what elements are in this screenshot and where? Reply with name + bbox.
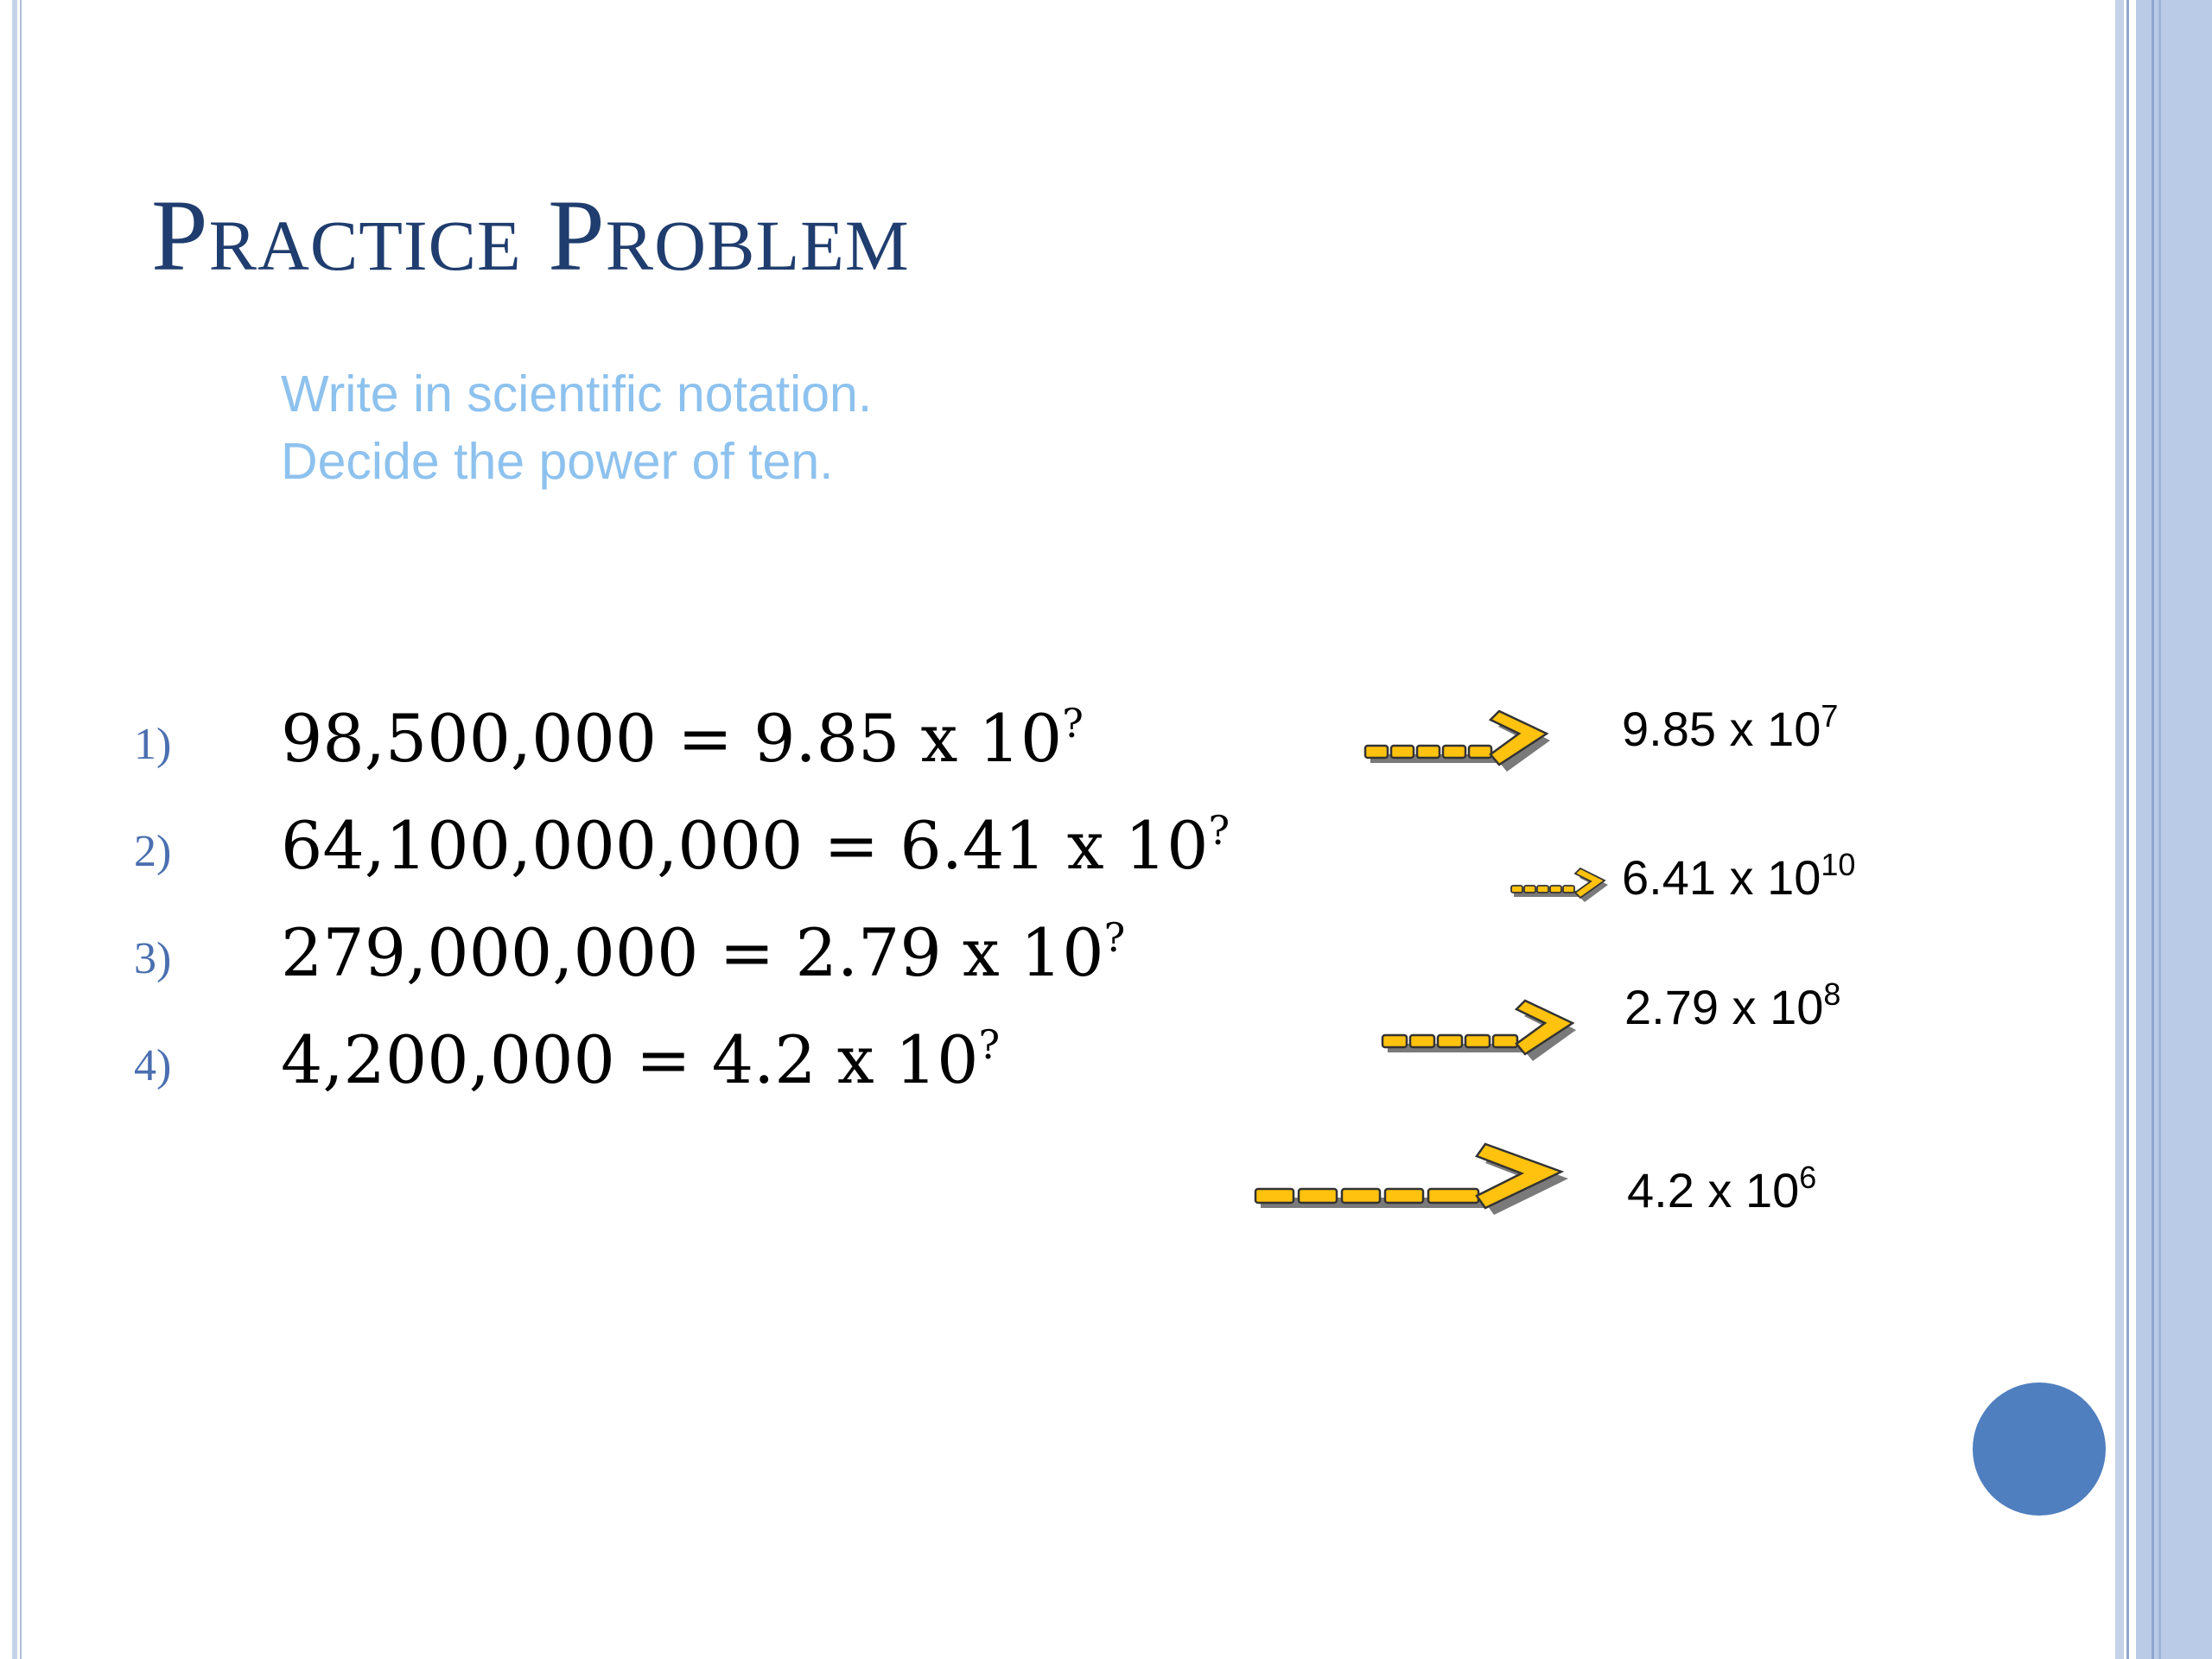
problem-number: 4) — [134, 1041, 172, 1090]
answer-text — [1627, 1160, 1816, 1218]
frame-right-line-inner-2 — [2158, 0, 2161, 1659]
problem-expression: 279,000,000 = 2.79 x 10 — [281, 914, 1104, 991]
answer-base: 6.41 x 10 — [1622, 850, 1821, 905]
circle-nav-icon[interactable] — [1973, 1382, 2106, 1516]
problem-item — [134, 914, 1344, 1001]
answer-exponent: 7 — [1821, 698, 1839, 734]
problem-equation — [281, 807, 1230, 884]
striped-arrow-icon — [1508, 860, 1611, 912]
problem-expression: 64,100,000,000 = 6.41 x 10 — [281, 807, 1209, 884]
instruction-line-2: Decide the power of ten. — [281, 433, 834, 490]
frame-left-line — [20, 0, 22, 1659]
striped-arrow-icon — [1374, 985, 1599, 1080]
problem-expression: 4,200,000 = 4.2 x 10 — [281, 1021, 979, 1098]
problem-equation — [281, 1021, 1000, 1098]
answer-base: 4.2 x 10 — [1627, 1163, 1800, 1217]
problem-equation — [281, 700, 1084, 777]
frame-right-line — [2126, 0, 2129, 1659]
problem-number: 3) — [134, 934, 172, 983]
frame-right-line-inner — [2152, 0, 2154, 1659]
answer-text — [1624, 976, 1840, 1035]
striped-arrow-icon — [1249, 1132, 1577, 1236]
answer-exponent: 10 — [1821, 847, 1856, 882]
answer-exponent: 6 — [1799, 1160, 1817, 1195]
instruction-line-1: Write in scientific notation. — [281, 365, 873, 423]
slide-title: Practice Problem — [151, 179, 910, 292]
answer-text — [1622, 698, 1838, 757]
problem-item — [134, 807, 1344, 893]
problem-number: 1) — [134, 720, 172, 769]
answer-base: 2.79 x 10 — [1624, 980, 1824, 1034]
frame-right-border — [2115, 0, 2124, 1659]
answer-exponent: 8 — [1823, 976, 1841, 1012]
answer-base: 9.85 x 10 — [1622, 702, 1821, 756]
frame-right-band — [2136, 0, 2212, 1659]
striped-arrow-icon — [1357, 696, 1573, 791]
problem-exponent: ? — [978, 1021, 1001, 1068]
problem-exponent: ? — [1208, 807, 1230, 854]
problem-exponent: ? — [1062, 700, 1084, 747]
problem-number: 2) — [134, 827, 172, 876]
problem-equation — [281, 914, 1125, 991]
problem-item — [134, 1021, 1344, 1108]
problem-exponent: ? — [1103, 914, 1126, 961]
problem-item — [134, 700, 1344, 786]
answer-text — [1622, 847, 1855, 906]
problem-expression: 98,500,000 = 9.85 x 10 — [281, 700, 1063, 777]
frame-left-border — [12, 0, 17, 1659]
